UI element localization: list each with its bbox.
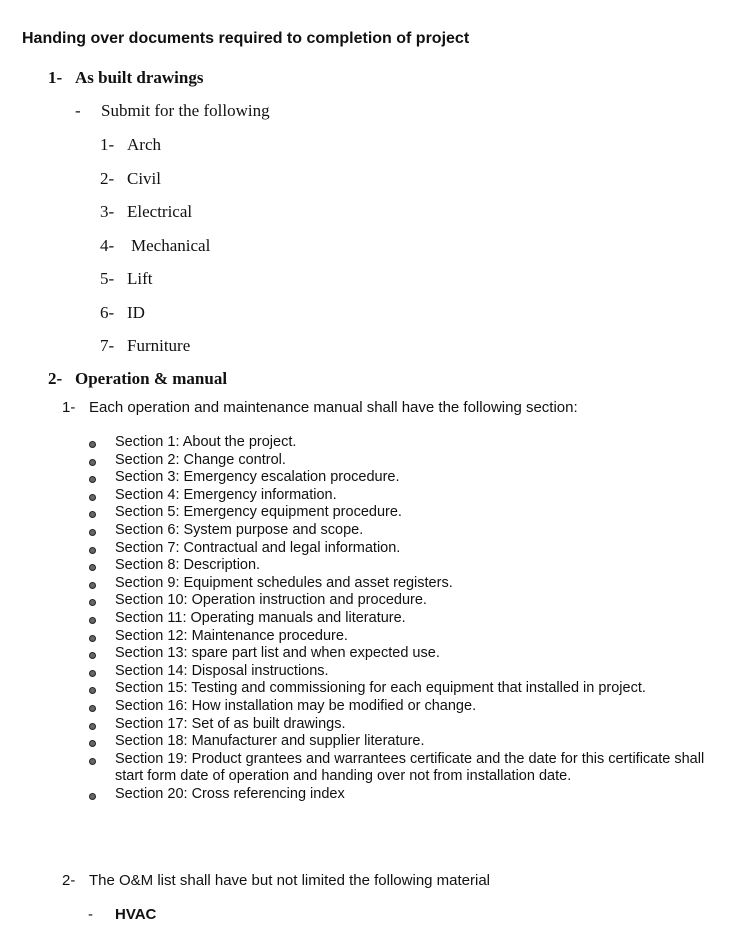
list-item-number: 5- [100, 269, 115, 288]
material-label: HVAC [115, 906, 157, 923]
bullet-icon [89, 740, 96, 747]
section-1-intro [75, 101, 270, 121]
list-item-label: Arch [127, 135, 161, 154]
list-item [86, 504, 706, 522]
list-item-text: Section 17: Set of as built drawings. [115, 715, 346, 732]
subsection-1 [62, 399, 578, 416]
list-item-text: Section 3: Emergency escalation procedure. [115, 469, 400, 486]
list-item-lift [100, 269, 153, 289]
section-1-heading [48, 68, 203, 88]
subsection-2 [62, 872, 490, 889]
bullet-icon [89, 705, 96, 712]
list-item-label: Electrical [127, 202, 193, 221]
list-item [86, 663, 706, 681]
list-item-text: Section 11: Operating manuals and literature. [115, 609, 406, 626]
list-item [86, 469, 706, 487]
bullet-icon [89, 617, 96, 624]
bullet-icon [89, 793, 96, 800]
bullet-icon [89, 564, 96, 571]
bullet-icon [89, 529, 96, 536]
bullet-icon [89, 723, 96, 730]
list-item-text: Section 1: About the project. [115, 434, 297, 450]
list-item [86, 698, 706, 716]
list-item-text: Section 4: Emergency information. [115, 486, 337, 503]
list-item [86, 557, 706, 575]
subsection-2-text: The O&M list shall have but not limited the following material [89, 872, 491, 889]
list-item-number: 6- [100, 303, 115, 322]
list-item-arch [100, 135, 161, 155]
list-item [86, 575, 706, 593]
bullet-icon [89, 476, 96, 483]
list-item-electrical [100, 202, 192, 222]
document-title: Handing over documents required to completion of project [22, 30, 470, 47]
list-item [86, 522, 706, 540]
bullet-icon [89, 547, 96, 554]
list-item-text: Section 5: Emergency equipment procedure. [115, 504, 402, 521]
list-item-text: Section 6: System purpose and scope. [115, 521, 364, 538]
list-item [86, 487, 706, 505]
list-item [86, 434, 706, 452]
bullet-icon [89, 582, 96, 589]
bullet-icon [89, 599, 96, 606]
dash-marker: - [75, 101, 81, 120]
list-item-id [100, 303, 145, 323]
list-item [86, 628, 706, 646]
list-item-text: Section 16: How installation may be modified or change. [115, 697, 477, 714]
bullet-icon [89, 687, 96, 694]
list-item-text: Section 14: Disposal instructions. [115, 662, 329, 679]
list-item [86, 733, 706, 751]
list-item-number: 4- [100, 236, 115, 255]
section-1-number: 1- [48, 68, 63, 87]
list-item-number: 7- [100, 336, 115, 355]
bullet-icon [89, 635, 96, 642]
subsection-1-number: 1- [62, 399, 76, 416]
section-1-intro-text: Submit for the following [101, 101, 270, 120]
list-item-civil [100, 169, 161, 189]
list-item-text: Section 20: Cross referencing index [115, 785, 345, 802]
list-item-text: Section 13: spare part list and when expected use. [115, 645, 440, 662]
list-item-text: Section 19: Product grantees and warrantees certificate and the date for this certificate shall start form date of operation and handing over not from installation date. [115, 750, 705, 785]
list-item-text: Section 8: Description. [115, 557, 261, 574]
list-item-text: Section 7: Contractual and legal information. [115, 539, 401, 556]
list-item-label: ID [127, 303, 145, 322]
material-item-hvac [88, 906, 156, 923]
section-1-title: As built drawings [75, 68, 204, 87]
list-item-text: Section 18: Manufacturer and supplier literature. [115, 733, 425, 750]
list-item-text: Section 12: Maintenance procedure. [115, 627, 348, 644]
bullet-icon [89, 459, 96, 466]
subsection-1-text: Each operation and maintenance manual shall have the following section: [89, 399, 578, 416]
subsection-2-number: 2- [62, 872, 76, 889]
section-2-number: 2- [48, 369, 63, 388]
list-item-furniture [100, 336, 190, 356]
list-item-label: Civil [127, 169, 162, 188]
list-item [86, 786, 706, 804]
list-item-label: Mechanical [131, 236, 211, 255]
bullet-icon [89, 758, 96, 765]
section-2-title: Operation & manual [75, 369, 228, 388]
list-item-text: Section 2: Change control. [115, 451, 286, 468]
list-item-number: 1- [100, 135, 115, 154]
manual-sections-list [86, 434, 706, 803]
bullet-icon [89, 670, 96, 677]
list-item [86, 592, 706, 610]
section-2-heading [48, 369, 227, 389]
list-item [86, 610, 706, 628]
dash-marker: - [88, 906, 93, 923]
list-item [86, 540, 706, 558]
list-item-text: Section 9: Equipment schedules and asset registers. [115, 574, 453, 591]
bullet-icon [89, 652, 96, 659]
list-item-label: Lift [127, 269, 153, 288]
list-item-text: Section 15: Testing and commissioning for each equipment that installed in project. [115, 680, 646, 697]
bullet-icon [89, 441, 96, 448]
bullet-icon [89, 511, 96, 518]
bullet-icon [89, 494, 96, 501]
list-item-number: 3- [100, 202, 115, 221]
list-item [86, 751, 706, 786]
list-item [86, 680, 706, 698]
list-item-mechanical [100, 236, 210, 256]
list-item [86, 452, 706, 470]
list-item-label: Furniture [127, 336, 191, 355]
list-item [86, 645, 706, 663]
list-item [86, 716, 706, 734]
list-item-number: 2- [100, 169, 115, 188]
list-item-text: Section 10: Operation instruction and procedure. [115, 592, 427, 609]
